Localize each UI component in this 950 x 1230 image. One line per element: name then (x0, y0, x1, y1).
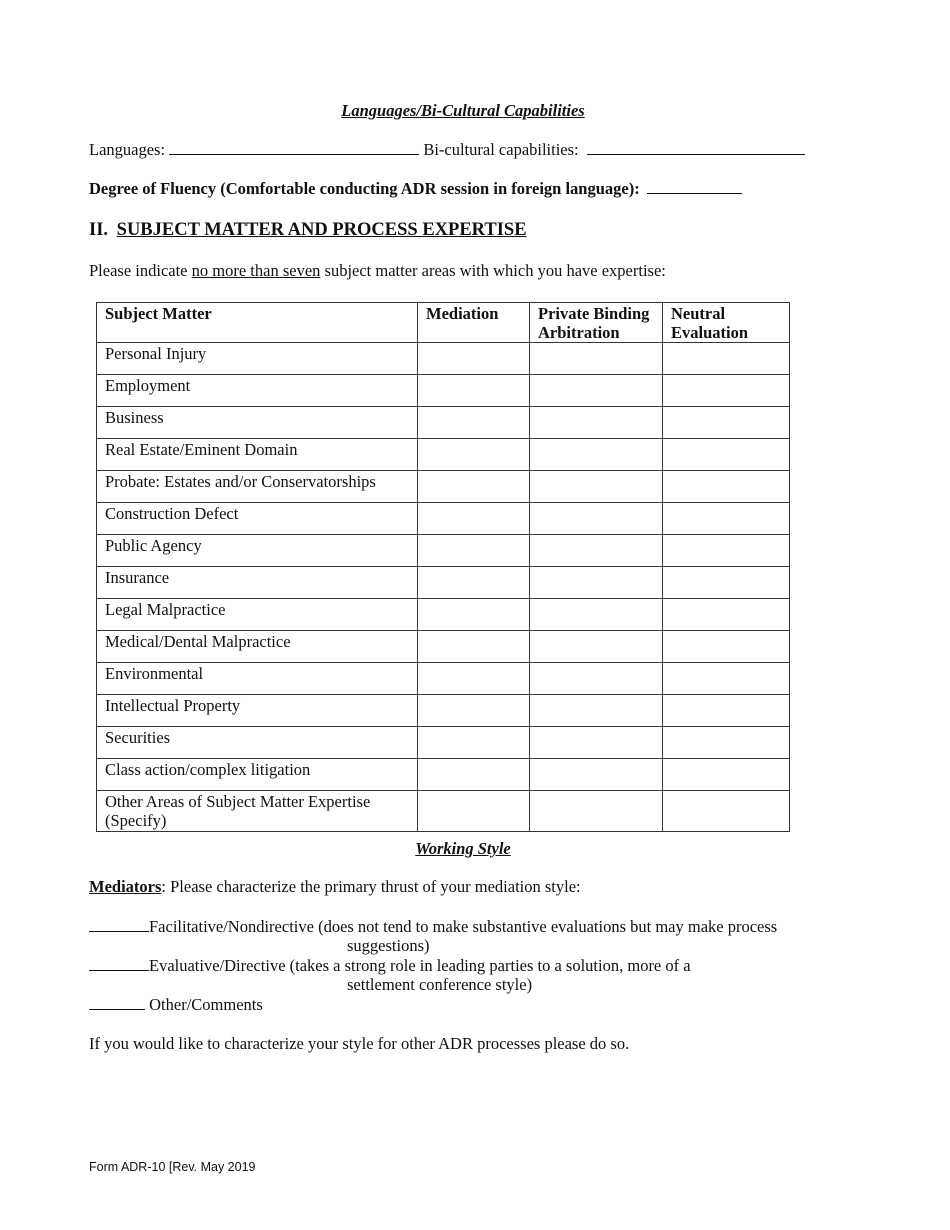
arbitration-cell[interactable] (530, 631, 663, 663)
subject-cell: Medical/Dental Malpractice (97, 631, 418, 663)
subject-cell: Probate: Estates and/or Conservatorships (97, 471, 418, 503)
neutral-evaluation-cell[interactable] (663, 439, 790, 471)
mediation-cell[interactable] (418, 375, 530, 407)
neutral-evaluation-cell[interactable] (663, 759, 790, 791)
table-row (97, 439, 790, 471)
section-heading (89, 220, 527, 241)
option-text: Other/Comments (145, 995, 263, 1014)
mediation-cell[interactable] (418, 535, 530, 567)
style-option-facilitative (89, 917, 777, 937)
mediation-cell[interactable] (418, 503, 530, 535)
option-continuation: suggestions) (347, 936, 430, 955)
table-header-row (97, 303, 790, 343)
section-title: SUBJECT MATTER AND PROCESS EXPERTISE (116, 220, 527, 240)
table-row (97, 663, 790, 695)
neutral-evaluation-cell[interactable] (663, 535, 790, 567)
fluency-label: Degree of Fluency (Comfortable conducting ADR session in foreign language): (89, 179, 640, 198)
bicultural-blank[interactable] (587, 140, 805, 155)
instruction-text: Please indicate (89, 261, 188, 280)
style-option-other (89, 995, 263, 1015)
languages-blank[interactable] (169, 140, 419, 155)
closing-text: If you would like to characterize your style for other ADR processes please do so. (89, 1034, 630, 1053)
neutral-evaluation-cell[interactable] (663, 407, 790, 439)
fluency-row (89, 179, 742, 199)
instruction-emphasis: no more than seven (191, 261, 321, 280)
arbitration-cell[interactable] (530, 503, 663, 535)
neutral-evaluation-cell[interactable] (663, 727, 790, 759)
neutral-evaluation-cell[interactable] (663, 791, 790, 832)
arbitration-cell[interactable] (530, 439, 663, 471)
table-row (97, 471, 790, 503)
arbitration-cell[interactable] (530, 407, 663, 439)
mediation-cell[interactable] (418, 343, 530, 375)
mediators-label: Mediators (89, 877, 162, 896)
mediation-cell[interactable] (418, 599, 530, 631)
mediation-cell[interactable] (418, 663, 530, 695)
arbitration-cell[interactable] (530, 759, 663, 791)
table-row (97, 535, 790, 567)
subject-cell: Environmental (97, 663, 418, 695)
subject-instruction (89, 261, 666, 281)
table-row (97, 791, 790, 832)
fluency-blank[interactable] (647, 179, 742, 194)
bicultural-label: Bi-cultural capabilities: (423, 140, 579, 159)
neutral-evaluation-cell[interactable] (663, 471, 790, 503)
mediation-cell[interactable] (418, 471, 530, 503)
header-subject-matter: Subject Matter (97, 303, 418, 343)
subject-cell: Intellectual Property (97, 695, 418, 727)
neutral-evaluation-cell[interactable] (663, 503, 790, 535)
mediation-cell[interactable] (418, 727, 530, 759)
table-row (97, 695, 790, 727)
option-text: Facilitative/Nondirective (does not tend to make substantive evaluations but may make process (149, 917, 778, 936)
subject-cell: Legal Malpractice (97, 599, 418, 631)
arbitration-cell[interactable] (530, 695, 663, 727)
arbitration-cell[interactable] (530, 791, 663, 832)
mediation-cell[interactable] (418, 695, 530, 727)
form-id: Form ADR-10 [Rev. May 2019 (89, 1160, 256, 1174)
subject-cell: Insurance (97, 567, 418, 599)
arbitration-cell[interactable] (530, 727, 663, 759)
other-blank[interactable] (89, 995, 145, 1010)
arbitration-cell[interactable] (530, 663, 663, 695)
arbitration-cell[interactable] (530, 343, 663, 375)
subject-cell: Personal Injury (97, 343, 418, 375)
arbitration-cell[interactable] (530, 567, 663, 599)
mediation-cell[interactable] (418, 791, 530, 832)
mediation-cell[interactable] (418, 631, 530, 663)
section-number: II. (89, 220, 109, 240)
subject-cell: Securities (97, 727, 418, 759)
instruction-text-end: subject matter areas with which you have expertise: (324, 261, 666, 280)
table-row (97, 727, 790, 759)
working-style-title: Working Style (415, 839, 511, 858)
neutral-evaluation-cell[interactable] (663, 375, 790, 407)
neutral-evaluation-cell[interactable] (663, 631, 790, 663)
subject-cell: Real Estate/Eminent Domain (97, 439, 418, 471)
neutral-evaluation-cell[interactable] (663, 343, 790, 375)
subject-matter-table (96, 302, 790, 832)
facilitative-blank[interactable] (89, 917, 149, 932)
header-arbitration: Private Binding Arbitration (530, 303, 663, 343)
header-neutral-evaluation: Neutral Evaluation (663, 303, 790, 343)
subject-cell: Public Agency (97, 535, 418, 567)
evaluative-blank[interactable] (89, 956, 149, 971)
languages-section-title: Languages/Bi-Cultural Capabilities (341, 101, 585, 120)
subject-cell: Class action/complex litigation (97, 759, 418, 791)
table-row (97, 631, 790, 663)
table-row (97, 759, 790, 791)
neutral-evaluation-cell[interactable] (663, 599, 790, 631)
table-row (97, 343, 790, 375)
table-row (97, 375, 790, 407)
arbitration-cell[interactable] (530, 471, 663, 503)
neutral-evaluation-cell[interactable] (663, 663, 790, 695)
subject-cell: Other Areas of Subject Matter Expertise (Specify) (97, 791, 418, 832)
mediation-cell[interactable] (418, 567, 530, 599)
table-row (97, 503, 790, 535)
option-text: Evaluative/Directive (takes a strong role in leading parties to a solution, more of a (149, 956, 691, 975)
mediation-cell[interactable] (418, 759, 530, 791)
mediators-prompt: : Please characterize the primary thrust of your mediation style: (161, 877, 581, 896)
subject-cell: Employment (97, 375, 418, 407)
table-row (97, 567, 790, 599)
languages-row (89, 140, 805, 160)
table-row (97, 407, 790, 439)
subject-cell: Business (97, 407, 418, 439)
arbitration-cell[interactable] (530, 599, 663, 631)
neutral-evaluation-cell[interactable] (663, 695, 790, 727)
mediation-cell[interactable] (418, 439, 530, 471)
mediation-cell[interactable] (418, 407, 530, 439)
subject-cell: Construction Defect (97, 503, 418, 535)
languages-label: Languages: (89, 140, 166, 159)
mediators-prompt-row (89, 877, 581, 897)
arbitration-cell[interactable] (530, 535, 663, 567)
style-option-evaluative (89, 956, 691, 976)
neutral-evaluation-cell[interactable] (663, 567, 790, 599)
option-continuation: settlement conference style) (347, 975, 533, 994)
arbitration-cell[interactable] (530, 375, 663, 407)
header-mediation: Mediation (418, 303, 530, 343)
table-row (97, 599, 790, 631)
